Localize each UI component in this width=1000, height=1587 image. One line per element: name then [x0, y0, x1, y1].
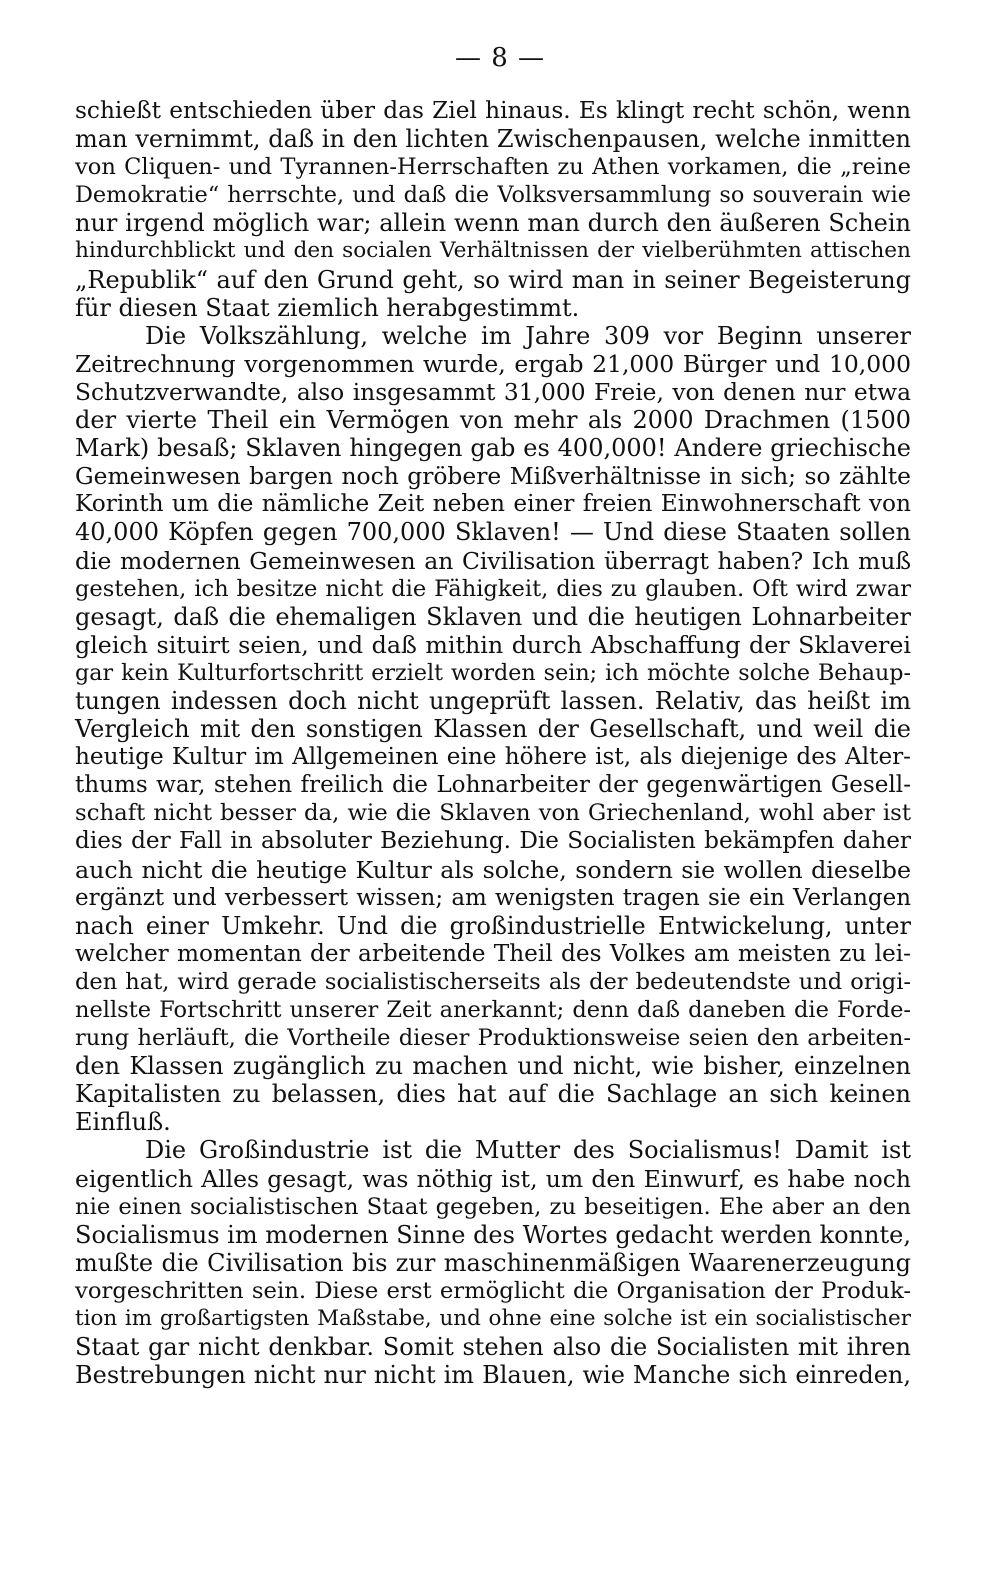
text-line: die modernen Gemeinwesen an Civilisation überragt haben? Ich muß	[75, 546, 911, 575]
text-line: Kapitalisten zu belassen, dies hat auf die Sachlage an sich keinen	[75, 1080, 911, 1109]
text-line: tungen indessen doch nicht ungeprüft lassen. Relativ, das heißt im	[75, 686, 911, 715]
text-line: welcher momentan der arbeitende Theil des Volkes am meisten zu lei-	[75, 939, 911, 967]
text-line: Vergleich mit den sonstigen Klassen der Gesellschaft, und weil die	[75, 715, 911, 744]
text-line: Bestrebungen nicht nur nicht im Blauen, wie Manche sich einreden,	[75, 1361, 911, 1390]
text-line: gar kein Kulturfortschritt erzielt worden sein; ich möchte solche Behaup-	[75, 659, 911, 686]
text-line: „Republik“ auf den Grund geht, so wird man in seiner Begeisterung	[75, 265, 911, 294]
text-line: Zeitrechnung vorgenommen wurde, ergab 21,000 Bürger und 10,000	[75, 349, 911, 378]
text-line: mußte die Civilisation bis zur maschinenmäßigen Waarenerzeugung	[75, 1248, 911, 1277]
text-line: ergänzt und verbessert wissen; am wenigsten tragen sie ein Verlangen	[75, 884, 911, 911]
text-line: für diesen Staat ziemlich herabgestimmt.	[75, 293, 580, 322]
text-line: dies der Fall in absoluter Beziehung. Die Socialisten bekämpfen daher	[75, 828, 911, 855]
text-line: Demokratie“ herrschte, und daß die Volksversammlung so souverain wie	[75, 182, 911, 209]
text-line: rung herläuft, die Vortheile dieser Produktionsweise seien den arbeiten-	[75, 1025, 911, 1052]
text-line: gleich situirt seien, und daß mithin durch Abschaffung der Sklaverei	[75, 630, 911, 659]
text-line: tion im großartigsten Maßstabe, und ohne eine solche ist ein socialistischer	[75, 1306, 911, 1332]
text-line: 40,000 Köpfen gegen 700,000 Sklaven! — Und diese Staaten sollen	[75, 518, 911, 547]
text-line: schaft nicht besser da, wie die Sklaven von Griechenland, wohl aber ist	[75, 800, 911, 827]
text-line: der vierte Theil ein Vermögen von mehr als 2000 Drachmen (1500	[75, 406, 911, 435]
body-text	[75, 97, 911, 1389]
text-line: Einfluß.	[75, 1108, 171, 1137]
text-line: eigentlich Alles gesagt, was nöthig ist, um den Einwurf, es habe noch	[75, 1164, 911, 1193]
text-line: auch nicht die heutige Kultur als solche, sondern sie wollen dieselbe	[75, 855, 911, 884]
page-number: — 8 —	[454, 43, 546, 73]
text-line: nellste Fortschritt unserer Zeit anerkannt; denn daß daneben die Forde-	[75, 997, 911, 1023]
text-line: Die Volkszählung, welche im Jahre 309 vor Beginn unserer	[145, 321, 911, 350]
text-line: thums war, stehen freilich die Lohnarbeiter der gegenwärtigen Gesell-	[75, 772, 911, 799]
text-line: gesagt, daß die ehemaligen Sklaven und die heutigen Lohnarbeiter	[75, 602, 911, 631]
text-line: man vernimmt, daß in den lichten Zwischenpausen, welche inmitten	[75, 125, 911, 154]
text-line: hindurchblickt und den socialen Verhältnissen der vielberühmten attischen	[75, 238, 911, 264]
text-line: Gemeinwesen bargen noch gröbere Mißverhältnisse in sich; so zählte	[75, 462, 911, 491]
text-line: nie einen socialistischen Staat gegeben, zu beseitigen. Ehe aber an den	[75, 1193, 911, 1220]
text-line: den Klassen zugänglich zu machen und nicht, wie bisher, einzelnen	[75, 1052, 911, 1081]
text-line: nur irgend möglich war; allein wenn man durch den äußeren Schein	[75, 209, 911, 238]
text-line: Staat gar nicht denkbar. Somit stehen also die Socialisten mit ihren	[75, 1333, 911, 1362]
text-line: den hat, wird gerade socialistischerseits als der bedeutendste und origi-	[75, 968, 911, 995]
text-line: Mark) besaß; Sklaven hingegen gab es 400,000! Andere griechische	[75, 434, 911, 463]
text-line: Korinth um die nämliche Zeit neben einer freien Einwohnerschaft von	[75, 490, 911, 518]
text-line: gestehen, ich besitze nicht die Fähigkeit, dies zu glauben. Oft wird zwar	[75, 575, 911, 602]
text-line: Socialismus im modernen Sinne des Wortes gedacht werden konnte,	[75, 1220, 911, 1249]
text-line: von Cliquen- und Tyrannen-Herrschaften zu Athen vorkamen, die „reine	[75, 154, 911, 181]
text-line: nach einer Umkehr. Und die großindustrielle Entwickelung, unter	[75, 911, 911, 940]
text-line: vorgeschritten sein. Diese erst ermöglicht die Organisation der Produk-	[75, 1277, 911, 1304]
text-line: schießt entschieden über das Ziel hinaus. Es klingt recht schön, wenn	[75, 97, 911, 124]
text-line: Die Großindustrie ist die Mutter des Socialismus! Damit ist	[145, 1136, 911, 1165]
text-line: Schutzverwandte, also insgesammt 31,000 Freie, von denen nur etwa	[75, 377, 911, 406]
text-line: heutige Kultur im Allgemeinen eine höhere ist, als diejenige des Alter-	[75, 744, 911, 771]
